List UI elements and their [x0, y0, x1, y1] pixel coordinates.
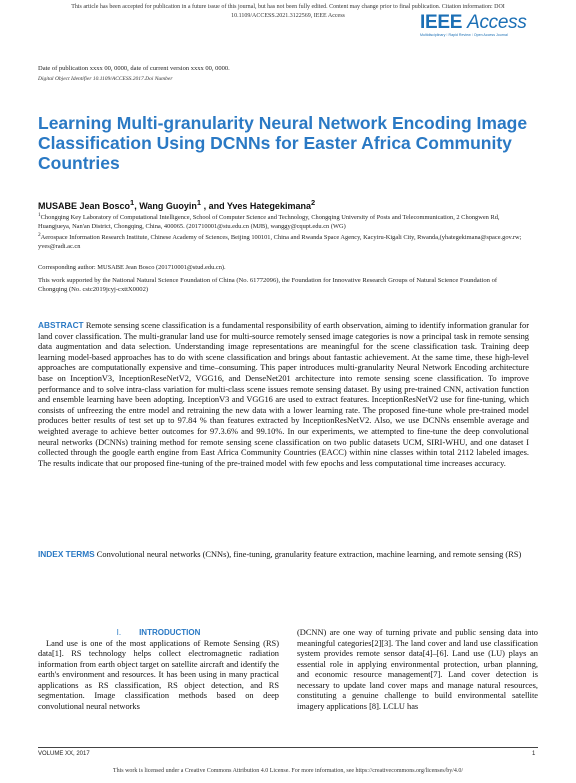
- logo-word-ieee: IEEE: [420, 12, 463, 33]
- author-name: Yves Hategekimana: [226, 201, 311, 211]
- logo-word-access: Access: [467, 12, 527, 33]
- intro-paragraph-left: Land use is one of the most applications of Remote Sensing (RS) data[1]. RS technology helps collect electromagnetic radiation information from earth object target on satellite aircraft and identify the earth's environment and resources. It has been using in many practical applications as RS classification, RS object detection, and RS segmentation. Image classification methods based on deep convolutional neural networks: [38, 638, 279, 711]
- affiliation-text: Aerospace Information Research Institute, Chinese Academy of Sciences, Beijing 100101, China and Rwanda Space Agency, Kacyiru-Kigali City, Rwanda,(yhategekimana@space.gov.rw; yves@radi.ac.cn: [38, 234, 522, 251]
- section-number: I.: [116, 628, 122, 637]
- affiliation-sup: 1: [38, 212, 41, 218]
- affiliations: [38, 211, 528, 251]
- logo-tagline: Multidisciplinary ⁝ Rapid Review ⁝ Open Access Journal: [420, 33, 508, 37]
- publication-notice-line1: This article has been accepted for publication in a future issue of this journal, but has not been fully edited. Content may change prior to final publication. Citation information: DOI: [71, 4, 505, 10]
- author-sup: 2: [310, 198, 316, 207]
- affiliation-1: [38, 211, 528, 231]
- corresponding-author: Corresponding author: MUSABE Jean Bosco (201710001@stud.edu.cn).: [38, 264, 226, 271]
- index-terms-label: INDEX TERMS: [38, 549, 95, 559]
- affiliation-sup: 2: [38, 232, 41, 239]
- intro-paragraph-right: (DCNN) are one way of turning private and public sensing data into meaningful categories[2][3]. The land cover and land use classification system provides remote sensor data[4]–[6]. Land use (LU) plays an essential role in applying environmental protection, urban planning, and economic resource management[7]. Land cover detection is necessary to update land cover maps and manage natural resources, constituting a genuine challenge to build environmental satellite imagery applications [8]. LCLU has: [297, 628, 538, 711]
- affiliation-text: Chongqing Key Laboratory of Computational Intelligence, School of Computer Science and Technology, Chongqing University of Posts and Telecommunication, 2 Chongwen Rd, Huangjueya, Nan'an District, Chongqing, China, 400065. (201710001@stu.edu.cn (MJB), wanggy@cqupt.edu.cn (WG): [38, 214, 500, 231]
- doi-line: Digital Object Identifier 10.1109/ACCESS.2017.Doi Number: [38, 76, 173, 82]
- section-heading: [38, 628, 279, 639]
- author-sep: , and: [201, 201, 227, 211]
- journal-logo: [420, 13, 544, 38]
- index-terms: [38, 549, 529, 561]
- footer-volume: VOLUME XX, 2017: [38, 751, 90, 757]
- license-notice: This work is licensed under a Creative Commons Attribution 4.0 License. For more information, see https://creativecommons.org/licenses/by/4.0/: [112, 768, 464, 774]
- footer-divider: [38, 747, 538, 748]
- section-title: INTRODUCTION: [139, 628, 201, 637]
- author-sup: 1: [196, 198, 202, 207]
- intro-left-column: [38, 628, 279, 712]
- publication-notice-line2: 10.1109/ACCESS.2021.3122569, IEEE Access: [231, 12, 345, 19]
- affiliation-2: [38, 231, 528, 251]
- index-terms-text: Convolutional neural networks (CNNs), fine-tuning, granularity feature extraction, machine learning, and remote sensing (RS): [96, 550, 522, 559]
- abstract-text: Remote sensing scene classification is a fundamental responsibility of earth observation, aiming to identify information granular for land cover classification. The multi-granular land use for multi-source remotely sensed image categories is now a principal task in remote sensing data augmentation and data selection. Understanding image representations are meaningful for the scene classification task. Training deep learning model-based approaches has to do with scene classification and brings about fantastic achievement. At the same time, these high-level approaches are computationally expensive and time–consuming. This paper introduces multi-granularity Neural Network Encoding architecture base on InceptionV3, InceptionReseNetV2, VGG16, and DenseNet201 architecture into remote sensing scene classification. To improve performance and to solve intra-class variation for multi-class scene issues remote sensing dataset. By using pre-trained CNN, activation function and ensemble learning have been adopting. InceptionV3 and VGG16 are used to extract features. InceptionResNetV2 use for fine-tuning, which consists of unfreezing the entre model and retraining the new data with a lower learning rate. The proposed fine-tune whole pre-trained model produces better results of test set up to 97.84 % than features extracted by InceptionResNetV2. Also, we use DCNNs ensemble average and weighted average to achieve better outcomes for 97.3.6% and 99.10%. In our experiments, we attempted to fine-tune the deep convolutional neural networks (DCNNs) training method for remote sensing scene classification on two public datasets UCM, SIRI-WHU, and one dataset I collected through the google earth engine from East Africa Community Countries (EACC) within nine classes within total 2112 labeled images. The results indicate that our proposed fine-tuning of the pre-trained model with few epochs and less computational time increases accuracy.: [38, 321, 530, 468]
- author-name: Wang Guoyin: [139, 201, 197, 211]
- author-sep: ,: [134, 201, 140, 211]
- abstract-label: ABSTRACT: [38, 320, 84, 330]
- publication-date: Date of publication xxxx 00, 0000, date of current version xxxx 00, 0000.: [38, 65, 230, 72]
- footer-page-number: 1: [532, 751, 536, 757]
- abstract: [38, 320, 529, 469]
- paper-title: Learning Multi-granularity Neural Network Encoding Image Classification Using DCNNs for Easter Africa Community Countries: [38, 113, 528, 173]
- intro-right-column: [297, 628, 538, 712]
- funding-note: This work supported by the National Natural Science Foundation of China (No. 61772096), the Foundation for Innovative Research Groups of Natural Science Foundation of Chongqing (No. cstc2019jcyj-cxttX0002): [38, 277, 498, 293]
- author-sup: 1: [130, 198, 135, 207]
- author-list: [38, 198, 315, 211]
- author-name: MUSABE Jean Bosco: [38, 201, 131, 211]
